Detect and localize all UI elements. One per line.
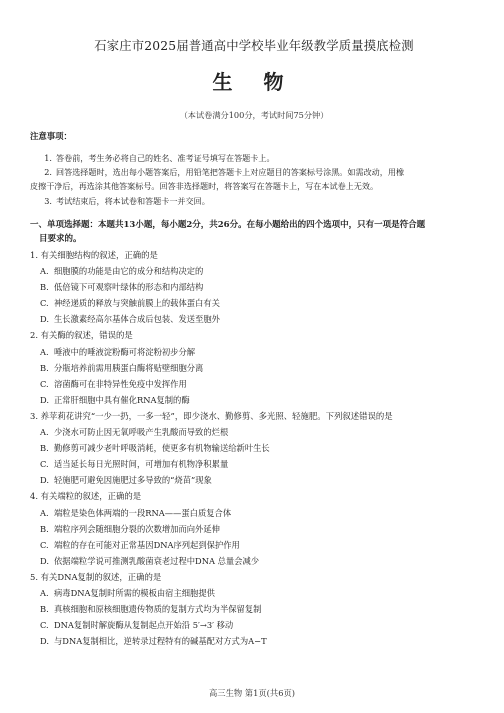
option-text: 唾液中的唾液淀粉酶可将淀粉初步分解 <box>54 346 196 357</box>
option-letter: A. <box>40 507 49 518</box>
option-letter: B. <box>40 523 49 534</box>
notice-item <box>30 151 478 165</box>
option-letter: C. <box>40 459 49 470</box>
question-option <box>30 376 478 392</box>
option-letter: C. <box>40 620 49 631</box>
question-stem: 2. 有关酶的叙述，错误的是 <box>30 330 133 341</box>
option-letter: B. <box>40 362 49 373</box>
option-letter: D. <box>40 394 49 405</box>
question <box>30 327 478 407</box>
option-letter: C. <box>40 539 49 550</box>
notice-title: 注意事项： <box>30 131 72 141</box>
notice-item <box>30 165 478 179</box>
question-option <box>30 344 478 360</box>
question-option <box>30 472 478 488</box>
question-option <box>30 440 478 456</box>
option-text: 端粒的存在可能对正常基因DNA序列起到保护作用 <box>54 539 240 550</box>
option-text: 低倍镜下可观察叶绿体的形态和内部结构 <box>54 282 204 293</box>
option-text: 溶菌酶可在非特异性免疫中发挥作用 <box>54 378 187 389</box>
option-text: 与DNA复制相比，逆转录过程特有的碱基配对方式为A−T <box>54 636 267 647</box>
option-letter: A. <box>40 346 49 357</box>
option-text: 轻施肥可避免因施肥过多导致的“烧苗”现象 <box>54 475 212 486</box>
question-list <box>30 247 478 649</box>
question <box>30 408 478 488</box>
question-option <box>30 537 478 553</box>
question-option <box>30 521 478 537</box>
exam-title: 石家庄市2025届普通高中学校毕业年级教学质量摸底检测 <box>94 39 414 53</box>
notice-list <box>30 151 478 208</box>
question-option <box>30 360 478 376</box>
option-text: 细胞膜的功能是由它的成分和结构决定的 <box>54 266 204 277</box>
option-letter: B. <box>40 604 49 615</box>
notice-item-number: 2. <box>44 167 52 178</box>
question-option <box>30 456 478 472</box>
option-text: 病毒DNA复制时所需的模板由宿主细胞提供 <box>54 587 215 598</box>
question-option <box>30 585 478 601</box>
notice-item-text: 回答选择题时，选出每小题答案后，用铅笔把答题卡上对应题目的答案标号涂黑。如需改动，用橡 <box>56 167 405 178</box>
exam-info: （本试卷满分100分，考试时间75分钟） <box>179 110 329 120</box>
section-title-line: 目要求的。 <box>39 234 82 245</box>
option-text: 依据端粒学说可推测乳酸菌衰老过程中DNA 总量会减少 <box>54 555 260 566</box>
option-text: DNA复制时解旋酶从复制起点开始沿 5′→3′ 移动 <box>54 620 234 631</box>
question-option <box>30 505 478 521</box>
option-letter: D. <box>40 475 49 486</box>
option-letter: D. <box>40 314 49 325</box>
question-option <box>30 424 478 440</box>
question-stem: 4. 有关端粒的叙述，正确的是 <box>30 491 142 502</box>
question-option <box>30 617 478 633</box>
option-letter: A. <box>40 587 49 598</box>
subject-title: 生 物 <box>212 70 296 94</box>
option-text: 适当延长每日光照时间，可增加有机物净积累量 <box>54 459 229 470</box>
option-letter: B. <box>40 443 49 454</box>
question-stem: 1. 有关细胞结构的叙述，正确的是 <box>30 250 158 260</box>
notice-item-text: 考试结束后，将本试卷和答题卡一并交回。 <box>56 195 210 206</box>
question-option <box>30 295 478 311</box>
notice-item <box>30 194 478 208</box>
option-text: 正常肝细胞中具有催化RNA复制的酶 <box>54 394 190 405</box>
question-option <box>30 633 478 649</box>
question <box>30 247 478 327</box>
option-letter: C. <box>40 298 49 309</box>
option-letter: C. <box>40 378 49 389</box>
option-text: 生长激素经高尔基体合成后包装、发送至胞外 <box>54 314 220 325</box>
question <box>30 569 478 649</box>
notice-item-text: 答卷前，考生务必将自己的姓名、准考证号填写在答题卡上。 <box>56 153 275 163</box>
option-letter: D. <box>40 555 49 566</box>
notice-item-number: 3. <box>44 195 52 206</box>
option-letter: A. <box>40 427 49 438</box>
question-option <box>30 553 478 569</box>
option-text: 端粒序列会随细胞分裂的次数增加而向外延伸 <box>54 523 220 534</box>
option-letter: D. <box>40 636 49 647</box>
option-text: 分瓶培养前需用胰蛋白酶将贴壁细胞分离 <box>54 362 204 373</box>
question-option <box>30 601 478 617</box>
page-footer: 高三生物 第1页(共6页) <box>208 688 296 698</box>
section-title <box>30 218 478 247</box>
section-title-line: 一、单项选择题：本题共13小题，每小题2分，共26分。在每小题给出的四个选项中，只有一项是符合题 <box>30 219 426 230</box>
option-text: 真核细胞和原核细胞遗传物质的复制方式均为半保留复制 <box>54 604 262 615</box>
option-text: 勤修剪可减少老叶呼吸消耗，使更多有机物输送给新叶生长 <box>54 443 270 454</box>
question-option <box>30 311 478 327</box>
question-stem: 3. 养苹莉花讲究“一少一扔，一多一轻”，即少浇水、勤修剪、多光照、轻施肥。下列叙述错误的是 <box>30 410 393 421</box>
notice-item-number: 1. <box>44 153 52 163</box>
question-option <box>30 392 478 408</box>
notice-item-continuation: 皮擦干净后，再选涂其他答案标号。回答非选择题时，将答案写在答题卡上，写在本试卷上无效。 <box>30 181 379 192</box>
question-option <box>30 279 478 295</box>
question <box>30 488 478 568</box>
option-letter: A. <box>40 266 49 277</box>
option-text: 神经递质的释放与突触前膜上的载体蛋白有关 <box>54 298 220 309</box>
question-option <box>30 263 478 279</box>
question-stem: 5. 有关DNA复制的叙述，正确的是 <box>30 571 162 582</box>
option-text: 端粒是染色体两端的一段RNA——蛋白质复合体 <box>54 507 232 518</box>
option-text: 少浇水可防止因无氧呼吸产生乳酸而导致的烂根 <box>54 427 229 438</box>
option-letter: B. <box>40 282 49 293</box>
